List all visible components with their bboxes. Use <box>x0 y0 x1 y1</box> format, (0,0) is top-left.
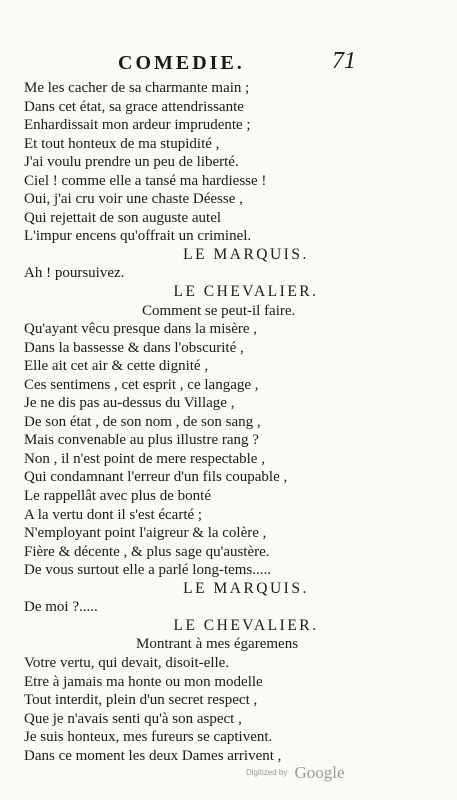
verse-line: Qui rejettait de son auguste autel <box>24 209 222 226</box>
verse-line: Le rappellât avec plus de bonté <box>24 488 212 505</box>
verse-line: Ciel ! comme elle a tansé ma hardiesse ! <box>24 172 267 189</box>
verse-line: Je ne dis pas au-dessus du Village , <box>24 395 235 412</box>
speaker-name: LE CHEVALIER. <box>173 283 319 301</box>
verse-line: Oui, j'ai cru voir une chaste Déesse , <box>24 191 243 208</box>
google-logo: Google <box>294 762 345 782</box>
verse-line: Qu'ayant vêcu presque dans la misère , <box>24 321 258 338</box>
verse-line: Ah ! poursuivez. <box>24 265 125 282</box>
verse-line: De son état , de son nom , de son sang , <box>24 413 261 430</box>
watermark-prefix: Digitized by <box>246 768 288 777</box>
verse-line: A la vertu dont il s'est écarté ; <box>24 506 203 523</box>
verse-line: Et tout honteux de ma stupidité , <box>24 135 220 152</box>
verse-line: Elle ait cet air & cette dignité , <box>24 358 209 375</box>
speaker-name: LE MARQUIS. <box>183 245 309 263</box>
verse-line: Me les cacher de sa charmante main ; <box>24 80 250 96</box>
verse-line: Je suis honteux, mes fureurs se captivent. <box>24 729 273 746</box>
verse-line: Dans cet état, sa grace attendrissante <box>24 98 244 115</box>
verse-line: Dans la bassesse & dans l'obscurité , <box>24 339 244 356</box>
verse-line: Etre à jamais ma honte ou mon modelle <box>24 673 263 690</box>
verse-line: Tout interdit, plein d'un secret respect , <box>24 692 258 709</box>
running-title: COMEDIE. <box>118 52 245 74</box>
speaker-name: LE CHEVALIER. <box>173 616 319 634</box>
verse-line: Qui condamnant l'erreur d'un fils coupable , <box>24 469 288 486</box>
verse-line: J'ai voulu prendre un peu de liberté. <box>24 154 239 171</box>
page-number: 71 <box>332 48 356 74</box>
verse-line: Non , il n'est point de mere respectable , <box>24 450 265 467</box>
verse-line: Mais convenable au plus illustre rang ? <box>24 432 259 449</box>
verse-line: N'employant point l'aigreur & la colère , <box>24 525 267 542</box>
verse-line: Enhardissait mon ardeur imprudente ; <box>24 117 251 134</box>
verse-line: L'impur encens qu'offrait un criminel. <box>24 228 252 245</box>
verse-line-indented: Comment se peut-il faire. <box>142 302 296 319</box>
digitization-watermark <box>246 762 345 783</box>
stage-direction: Montrant à mes égaremens <box>136 636 299 653</box>
speaker-name: LE MARQUIS. <box>183 579 309 597</box>
verse-line: De vous surtout elle a parlé long-tems..... <box>24 562 272 579</box>
verse-line: De moi ?..... <box>24 599 98 616</box>
verse-line: Votre vertu, qui devait, disoit-elle. <box>24 654 230 671</box>
page-header <box>0 48 457 80</box>
verse-line: Que je n'avais senti qu'à son aspect , <box>24 710 242 727</box>
verse-line: Dans ce moment les deux Dames arrivent , <box>24 747 282 764</box>
verse-text <box>24 79 444 765</box>
verse-line: Ces sentimens , cet esprit , ce langage , <box>24 376 259 393</box>
verse-line: Fière & décente , & plus sage qu'austère. <box>24 543 270 560</box>
